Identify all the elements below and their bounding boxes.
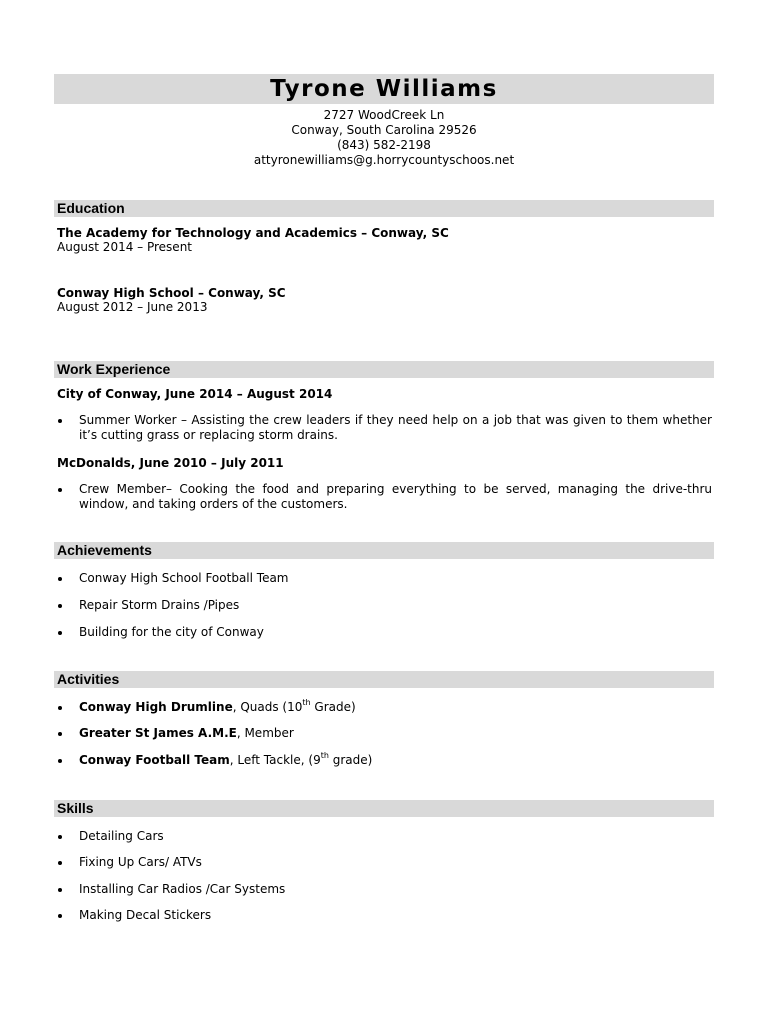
work-heading: Work Experience	[54, 361, 714, 378]
activity-name: Greater St James A.M.E	[79, 726, 237, 740]
skill-text: Fixing Up Cars/ ATVs	[79, 855, 202, 869]
list-item	[57, 625, 712, 640]
list-item	[57, 829, 712, 844]
activity-name: Conway Football Team	[79, 753, 230, 767]
skill-text: Installing Car Radios /Car Systems	[79, 882, 286, 896]
list-item	[57, 855, 712, 870]
education-heading: Education	[54, 200, 714, 217]
education-dates: August 2014 – Present	[57, 240, 192, 254]
email-line: attyronewilliams@g.horrycountyschoos.net	[253, 153, 515, 167]
achievement-text: Conway High School Football Team	[79, 571, 289, 585]
list-item	[57, 726, 712, 741]
skills-heading: Skills	[54, 800, 714, 817]
superscript: th	[302, 698, 311, 707]
activity-detail: , Quads (10	[232, 700, 303, 714]
activity-detail: , Left Tackle, (9	[229, 753, 321, 767]
job-description-text: Crew Member– Cooking the food and preparing everything to be served, managing the drive-thru window, and taking orders of the customers.	[79, 482, 712, 511]
education-school: Conway High School – Conway, SC	[57, 286, 286, 300]
address-line: 2727 WoodCreek Ln	[323, 108, 445, 122]
activity-detail: , Member	[236, 726, 294, 740]
achievement-text: Building for the city of Conway	[79, 625, 264, 639]
list-item	[57, 700, 712, 715]
activity-text	[79, 726, 712, 741]
education-school: The Academy for Technology and Academics – Conway, SC	[57, 226, 449, 240]
city-line: Conway, South Carolina 29526	[291, 123, 477, 137]
list-item	[57, 571, 712, 586]
job-description	[57, 413, 712, 443]
activity-text	[79, 753, 712, 768]
achievements-heading: Achievements	[54, 542, 714, 559]
job-description-text: Summer Worker – Assisting the crew leaders if they need help on a job that was given to them whether it’s cutting grass or replacing storm drains.	[79, 413, 712, 442]
superscript: th	[320, 751, 329, 760]
job-description	[57, 482, 712, 512]
activity-text	[79, 700, 712, 715]
education-dates: August 2012 – June 2013	[57, 300, 208, 314]
activity-name: Conway High Drumline	[79, 700, 233, 714]
name-header	[54, 74, 714, 104]
list-item	[57, 598, 712, 613]
job-title: McDonalds, June 2010 – July 2011	[57, 456, 284, 470]
activity-detail: Grade)	[310, 700, 356, 714]
job-title: City of Conway, June 2014 – August 2014	[57, 387, 333, 401]
activities-heading: Activities	[54, 671, 714, 688]
list-item	[57, 882, 712, 897]
phone-line: (843) 582-2198	[337, 138, 431, 152]
list-item	[57, 753, 712, 768]
contact-block	[54, 108, 714, 168]
achievement-text: Repair Storm Drains /Pipes	[79, 598, 240, 612]
skill-text: Making Decal Stickers	[79, 908, 212, 922]
applicant-name: Tyrone Williams	[270, 75, 498, 102]
list-item	[57, 908, 712, 923]
skill-text: Detailing Cars	[79, 829, 164, 843]
activity-detail: grade)	[328, 753, 373, 767]
